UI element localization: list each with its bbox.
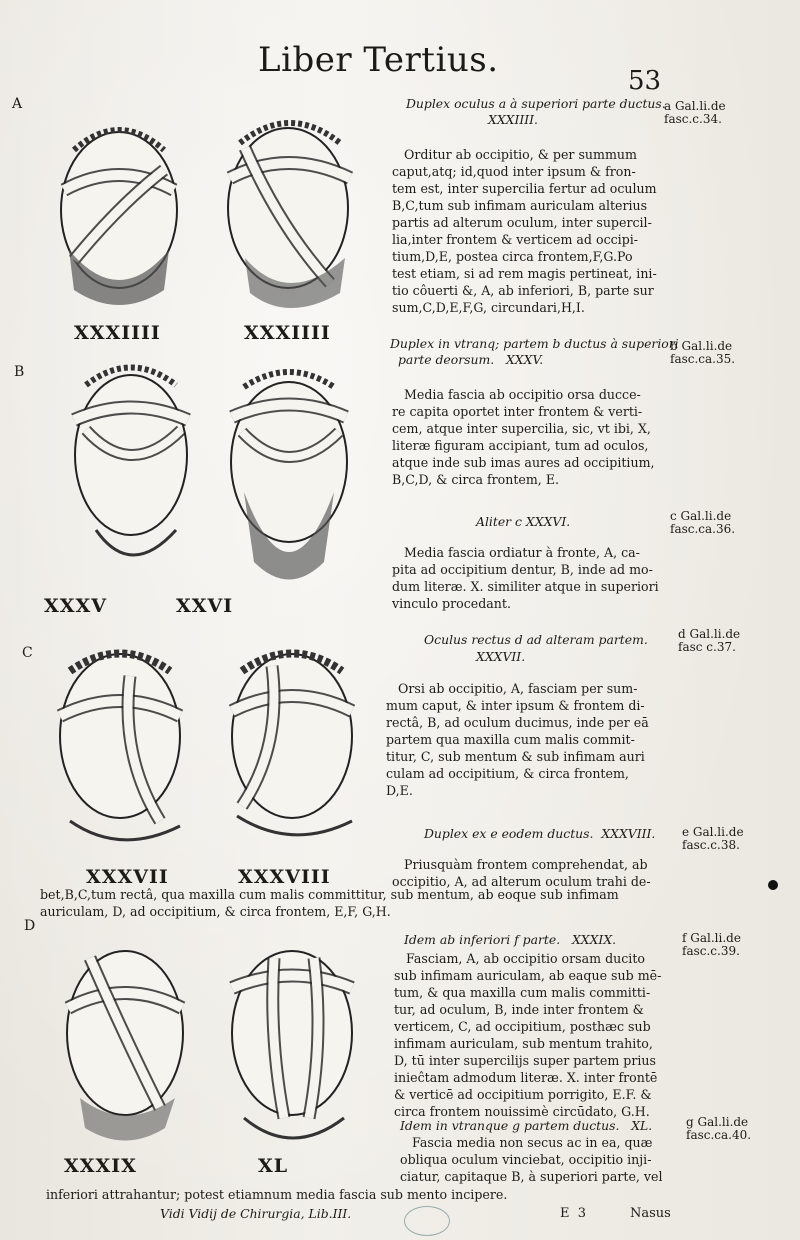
side-note: g Gal.li.de fasc.ca.40.	[686, 1115, 752, 1142]
heading: Duplex ex e eodem ductus. XXXVIII.	[424, 826, 656, 841]
heading: parte deorsum. XXXV.	[398, 352, 544, 367]
heading: Aliter c XXXVI.	[476, 514, 571, 529]
woodcut-head-figure	[212, 636, 372, 861]
heading: Duplex in vtranq; partem b ductus à superiori	[390, 336, 679, 351]
woodcut-head-figure	[40, 636, 200, 861]
figure-numeral: XXXIX	[64, 1155, 137, 1177]
figure-numeral: XXXV	[44, 595, 107, 617]
woodcut-head-figure	[214, 928, 369, 1160]
figure-numeral: XXVI	[176, 595, 234, 617]
figure-numeral: XXXIIII	[244, 322, 331, 344]
library-stamp	[404, 1206, 450, 1236]
section-letter-b: B	[14, 364, 25, 380]
paragraph: Priusquàm frontem comprehendat, ab occipitio, A, ad alterum oculum trahi de-	[392, 857, 651, 889]
signature-mark: E 3	[560, 1206, 587, 1221]
heading: Oculus rectus d ad alteram partem.	[424, 632, 648, 647]
woodcut-head-figure	[214, 362, 364, 597]
heading: XXXVII.	[476, 649, 526, 664]
side-note: e Gal.li.de fasc.c.38.	[682, 825, 744, 852]
section-letter-c: C	[22, 645, 33, 661]
heading: Idem in vtranque g partem ductus. XL.	[400, 1118, 653, 1133]
paragraph: Media fascia ordiatur à fronte, A, ca- pita ad occipitium dentur, B, inde ad mo- dum literæ. X. similiter atque in superiori vinculo procedant.	[392, 545, 659, 611]
paragraph-wide: inferiori attrahantur; potest etiamnum media fascia sub mento incipere.	[46, 1187, 508, 1202]
heading-number: XXXIIII.	[488, 112, 538, 127]
side-note: d Gal.li.de fasc c.37.	[678, 627, 741, 654]
woodcut-head-figure	[56, 350, 206, 590]
paragraph: Fasciam, A, ab occipitio orsam ducito sub infimam auriculam, ab eaque sub mē- tum, & qua maxilla cum malis committi- tur, ad oculum, B, inde inter frontem & verticem, C, ad occipitium, posthæc sub infimam auriculam, sub mentum trahito, D, tū inter supercilijs super partem prius inieĉtam admodum literæ. X. inter frontē & verticē ad occipitium porrigito, E.F. & circa frontem nouissimè circūdato, G.H.	[394, 951, 662, 1119]
paragraph: Orsi ab occipitio, A, fasciam per sum- mum caput, & inter ipsum & frontem di- rectâ, B, ad oculum ducimus, inde per eā partem qua maxilla cum malis commit- titur, C, sub mentum & sub infimam auri culam ad occipitium, & circa frontem, D,E.	[386, 681, 649, 798]
heading: Idem ab inferiori f parte. XXXIX.	[404, 932, 617, 947]
paragraph: Media fascia ab occipitio orsa ducce- re capita oportet inter frontem & verti- cem, atque inter supercilia, sic, vt ibi, X, literæ figuram accipiant, tum ad oculos, atque inde sub imas aures ad occipitium, B,C,D, & circa frontem, E.	[392, 387, 655, 487]
paragraph: Fascia media non secus ac in ea, quæ obliqua oculum vinciebat, occipitio inji- ciatur, capitaque B, à superiori parte, vel	[400, 1135, 663, 1184]
woodcut-head-figure	[50, 928, 200, 1160]
woodcut-head-figure	[44, 110, 194, 320]
catchword: Nasus	[630, 1206, 671, 1221]
figure-numeral: XXXVII	[86, 866, 169, 888]
heading-duplex-oculus: Duplex oculus a à superiori parte ductus.	[406, 96, 666, 111]
footer-title: Vidi Vidij de Chirurgia, Lib.III.	[160, 1206, 352, 1221]
figure-numeral: XXXIIII	[74, 322, 161, 344]
figure-numeral: XL	[258, 1155, 289, 1177]
section-letter-a: A	[12, 96, 23, 112]
side-note: f Gal.li.de fasc.c.39.	[682, 931, 741, 958]
section-letter-d: D	[24, 918, 36, 934]
running-head: Liber Tertius.	[258, 40, 499, 80]
binding-hole	[768, 880, 778, 890]
figure-numeral: XXXVIII	[238, 866, 331, 888]
page-number: 53	[628, 66, 662, 96]
side-note: c Gal.li.de fasc.ca.36.	[670, 509, 736, 536]
paragraph-wide: bet,B,C,tum rectâ, qua maxilla cum malis committitur, sub mentum, ab eoque sub infimam auriculam, D, ad occipitium, & circa frontem, E,F, G,H.	[40, 887, 619, 919]
woodcut-head-figure	[210, 108, 365, 323]
paragraph: Orditur ab occipitio, & per summum caput,atq; id,quod inter ipsum & fron- tem est, inter supercilia fertur ad oculum B,C,tum sub infimam auriculam alterius partis ad alterum oculum, inter supercil- lia,inter frontem & verticem ad occipi- tium,D,E, postea circa frontem,F,G.Po test etiam, si ad rem magis pertineat, ini- tio côuerti &, A, ab inferiori, B, parte sur sum,C,D,E,F,G, circundari,H,I.	[392, 147, 657, 315]
side-note: a Gal.li.de fasc.c.34.	[664, 99, 726, 126]
side-note: b Gal.li.de fasc.ca.35.	[670, 339, 736, 366]
